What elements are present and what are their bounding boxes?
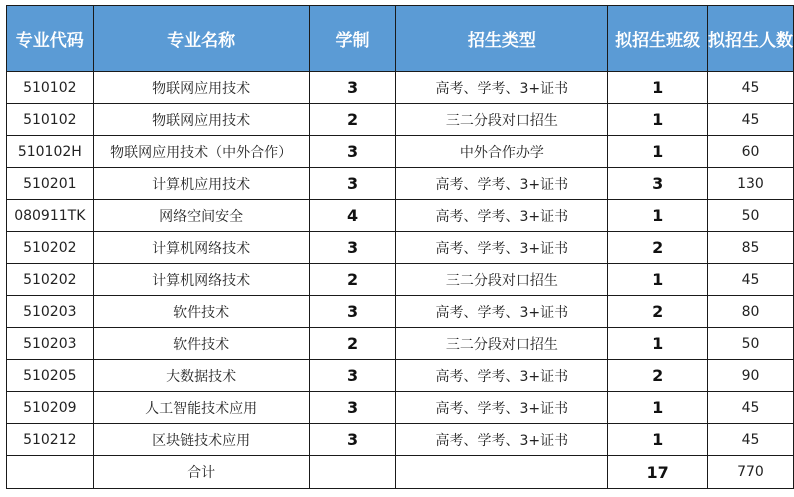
cell-major-code: 510202	[7, 232, 94, 264]
cell-study-years: 3	[309, 392, 396, 424]
cell-planned-classes: 3	[608, 168, 708, 200]
header-planned-students: 拟招生人数	[707, 6, 793, 72]
cell-planned-students: 130	[707, 168, 793, 200]
table-row	[7, 200, 794, 232]
header-major-code: 专业代码	[7, 6, 94, 72]
cell-planned-classes: 2	[608, 232, 708, 264]
cell-planned-classes: 1	[608, 328, 708, 360]
cell-enrollment-type: 高考、学考、3+证书	[396, 200, 608, 232]
total-type-empty	[396, 456, 608, 489]
cell-study-years: 3	[309, 424, 396, 456]
cell-major-name: 物联网应用技术	[93, 104, 309, 136]
cell-planned-students: 85	[707, 232, 793, 264]
cell-planned-classes: 1	[608, 200, 708, 232]
cell-enrollment-type: 三二分段对口招生	[396, 104, 608, 136]
total-years-empty	[309, 456, 396, 489]
cell-enrollment-type: 三二分段对口招生	[396, 264, 608, 296]
total-classes: 17	[608, 456, 708, 489]
header-planned-classes: 拟招生班级	[608, 6, 708, 72]
cell-planned-classes: 1	[608, 424, 708, 456]
cell-planned-students: 90	[707, 360, 793, 392]
cell-study-years: 2	[309, 328, 396, 360]
cell-study-years: 2	[309, 104, 396, 136]
table-row	[7, 360, 794, 392]
cell-study-years: 3	[309, 296, 396, 328]
cell-major-name: 计算机应用技术	[93, 168, 309, 200]
cell-study-years: 3	[309, 136, 396, 168]
cell-major-name: 物联网应用技术	[93, 72, 309, 104]
cell-major-code: 080911TK	[7, 200, 94, 232]
cell-major-name: 网络空间安全	[93, 200, 309, 232]
header-study-years: 学制	[309, 6, 396, 72]
cell-major-name: 区块链技术应用	[93, 424, 309, 456]
cell-major-name: 大数据技术	[93, 360, 309, 392]
cell-major-code: 510212	[7, 424, 94, 456]
cell-enrollment-type: 高考、学考、3+证书	[396, 392, 608, 424]
cell-major-code: 510201	[7, 168, 94, 200]
cell-study-years: 3	[309, 168, 396, 200]
cell-major-code: 510102	[7, 104, 94, 136]
enrollment-plan-table	[6, 5, 794, 489]
total-row	[7, 456, 794, 489]
table-row	[7, 232, 794, 264]
total-code-empty	[7, 456, 94, 489]
cell-planned-classes: 2	[608, 296, 708, 328]
cell-enrollment-type: 高考、学考、3+证书	[396, 72, 608, 104]
cell-planned-classes: 1	[608, 392, 708, 424]
table-row	[7, 264, 794, 296]
cell-planned-classes: 1	[608, 72, 708, 104]
cell-planned-classes: 1	[608, 264, 708, 296]
table-row	[7, 328, 794, 360]
cell-enrollment-type: 中外合作办学	[396, 136, 608, 168]
cell-major-code: 510203	[7, 328, 94, 360]
table-row	[7, 424, 794, 456]
cell-enrollment-type: 三二分段对口招生	[396, 328, 608, 360]
cell-planned-students: 45	[707, 424, 793, 456]
table-row	[7, 168, 794, 200]
cell-major-name: 人工智能技术应用	[93, 392, 309, 424]
cell-planned-students: 60	[707, 136, 793, 168]
cell-enrollment-type: 高考、学考、3+证书	[396, 296, 608, 328]
cell-planned-students: 45	[707, 264, 793, 296]
cell-major-name: 软件技术	[93, 296, 309, 328]
cell-study-years: 2	[309, 264, 396, 296]
header-enrollment-type: 招生类型	[396, 6, 608, 72]
cell-planned-students: 50	[707, 200, 793, 232]
cell-major-code: 510209	[7, 392, 94, 424]
table-row	[7, 392, 794, 424]
table-header-row	[7, 6, 794, 72]
cell-planned-students: 80	[707, 296, 793, 328]
cell-major-name: 软件技术	[93, 328, 309, 360]
cell-planned-classes: 1	[608, 136, 708, 168]
enrollment-table-container	[6, 5, 794, 489]
cell-planned-students: 45	[707, 392, 793, 424]
cell-enrollment-type: 高考、学考、3+证书	[396, 232, 608, 264]
table-row	[7, 104, 794, 136]
cell-enrollment-type: 高考、学考、3+证书	[396, 424, 608, 456]
table-row	[7, 72, 794, 104]
cell-study-years: 4	[309, 200, 396, 232]
cell-study-years: 3	[309, 72, 396, 104]
cell-planned-students: 50	[707, 328, 793, 360]
cell-planned-students: 45	[707, 104, 793, 136]
cell-major-code: 510205	[7, 360, 94, 392]
cell-study-years: 3	[309, 360, 396, 392]
cell-study-years: 3	[309, 232, 396, 264]
cell-major-code: 510102	[7, 72, 94, 104]
header-major-name: 专业名称	[93, 6, 309, 72]
cell-enrollment-type: 高考、学考、3+证书	[396, 168, 608, 200]
cell-enrollment-type: 高考、学考、3+证书	[396, 360, 608, 392]
cell-major-name: 计算机网络技术	[93, 264, 309, 296]
table-row	[7, 136, 794, 168]
cell-major-code: 510102H	[7, 136, 94, 168]
cell-major-name: 计算机网络技术	[93, 232, 309, 264]
cell-planned-classes: 2	[608, 360, 708, 392]
table-row	[7, 296, 794, 328]
total-label: 合计	[93, 456, 309, 489]
cell-planned-students: 45	[707, 72, 793, 104]
cell-major-name: 物联网应用技术（中外合作）	[93, 136, 309, 168]
cell-major-code: 510203	[7, 296, 94, 328]
total-students: 770	[707, 456, 793, 489]
cell-planned-classes: 1	[608, 104, 708, 136]
cell-major-code: 510202	[7, 264, 94, 296]
